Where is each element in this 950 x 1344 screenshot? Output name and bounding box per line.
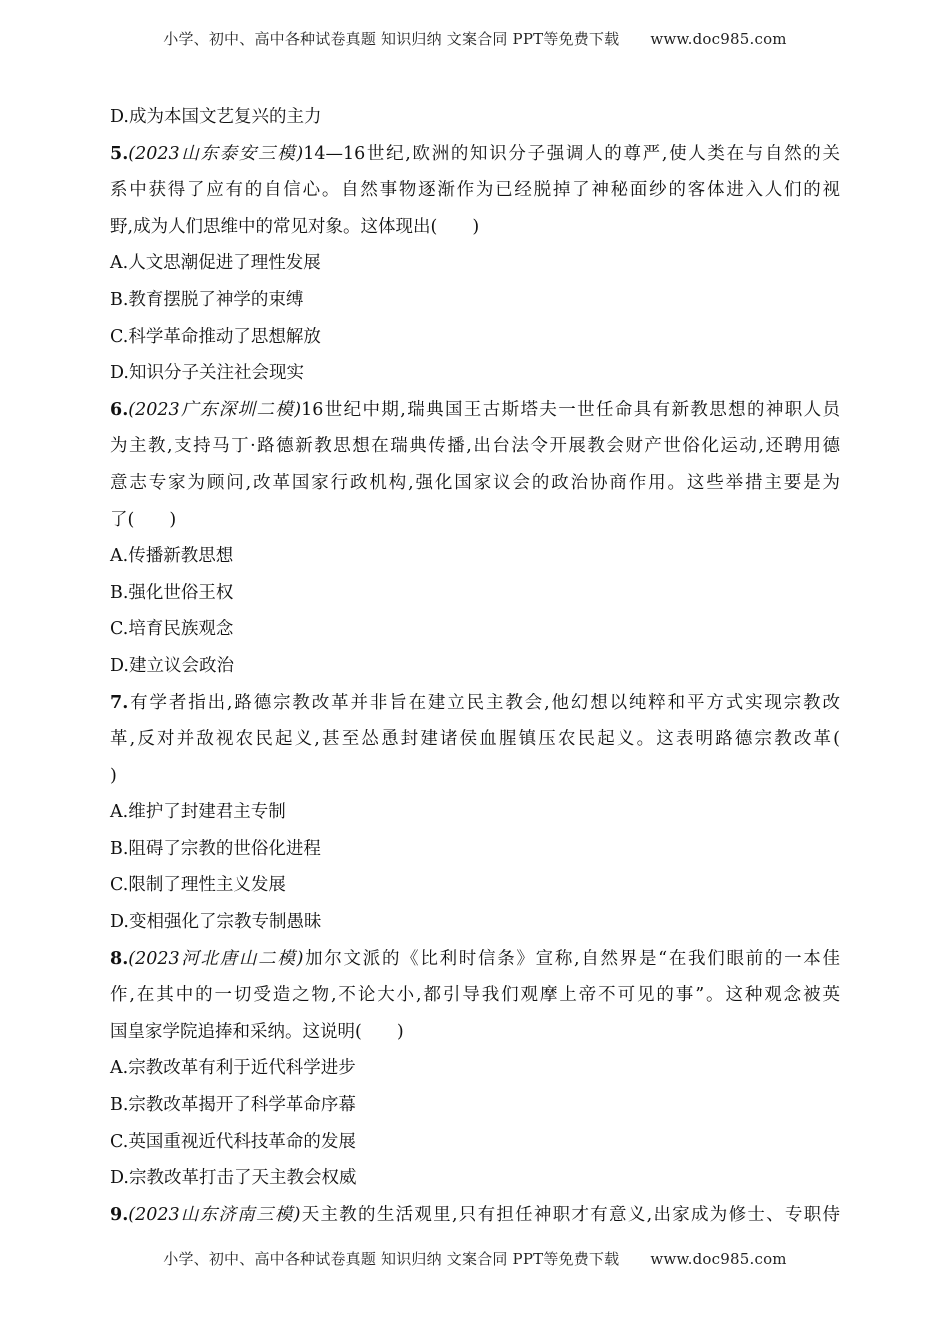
question-stem-line: 了( ) xyxy=(110,509,177,530)
option-b: B.教育摆脱了神学的束缚 xyxy=(110,289,304,310)
option-b: B.阻碍了宗教的世俗化进程 xyxy=(110,838,321,859)
option-a: A.传播新教思想 xyxy=(110,546,234,567)
question-stem-line: 7.有学者指出,路德宗教改革并非旨在建立民主教会,他幻想以纯粹和平方式实现宗教改 xyxy=(110,692,840,713)
option-d: D.宗教改革打击了天主教会权威 xyxy=(110,1168,357,1189)
question-source: (2023山东济南三模) xyxy=(128,1204,301,1225)
option-c: C.培育民族观念 xyxy=(110,619,234,640)
question-stem-line: 9.(2023山东济南三模)天主教的生活观里,只有担任神职才有意义,出家成为修士、专职侍 xyxy=(110,1204,840,1225)
option-c: C.科学革命推动了思想解放 xyxy=(110,326,321,347)
option-a: A.人文思潮促进了理性发展 xyxy=(110,253,321,274)
footer-site: www.doc985.com xyxy=(650,1250,787,1268)
option-prev-d: D.成为本国文艺复兴的主力 xyxy=(110,107,322,127)
question-number: 8 xyxy=(110,948,123,969)
question-9 xyxy=(110,1197,840,1234)
question-number: 6 xyxy=(110,399,123,420)
option-b: B.强化世俗王权 xyxy=(110,582,234,603)
question-stem-line: 6.(2023广东深圳二模)16世纪中期,瑞典国王古斯塔夫一世任命具有新教思想的神职人员 xyxy=(110,399,840,420)
option-d: D.建立议会政治 xyxy=(110,655,234,676)
option-a: A.宗教改革有利于近代科学进步 xyxy=(110,1058,356,1079)
page-header xyxy=(0,28,950,49)
question-stem-line: ) xyxy=(110,765,117,786)
option-d: D.知识分子关注社会现实 xyxy=(110,363,304,384)
question-stem-text: 16世纪中期,瑞典国王古斯塔夫一世任命具有新教思想的神职人员 xyxy=(301,399,840,420)
question-stem-line: 8.(2023河北唐山二模)加尔文派的《比利时信条》宣称,自然界是“在我们眼前的一本佳 xyxy=(110,948,840,969)
option-b: B.宗教改革揭开了科学革命序幕 xyxy=(110,1095,356,1116)
page-footer xyxy=(0,1248,950,1269)
question-stem-line: 野,成为人们思维中的常见对象。这体现出( ) xyxy=(110,216,480,237)
question-number: 9 xyxy=(110,1204,123,1225)
question-stem-line: 5.(2023山东泰安三模)14—16世纪,欧洲的知识分子强调人的尊严,使人类在与自然的关 xyxy=(110,143,840,164)
question-number: 5 xyxy=(110,143,123,164)
question-stem-line: 国皇家学院追捧和采纳。这说明( ) xyxy=(110,1021,404,1042)
question-stem-line: 系中获得了应有的自信心。自然事物逐渐作为已经脱掉了神秘面纱的客体进入人们的视 xyxy=(110,180,840,201)
question-source: (2023山东泰安三模) xyxy=(128,143,304,164)
question-6 xyxy=(110,392,840,685)
option-a: A.维护了封建君主专制 xyxy=(110,802,286,823)
question-content xyxy=(110,99,840,1233)
question-stem-text: 14—16世纪,欧洲的知识分子强调人的尊严,使人类在与自然的关 xyxy=(303,143,840,164)
question-stem-text: 有学者指出,路德宗教改革并非旨在建立民主教会,他幻想以纯粹和平方式实现宗教改 xyxy=(128,692,840,713)
header-text: 小学、初中、高中各种试卷真题 知识归纳 文案合同 PPT等免费下载 xyxy=(163,30,620,48)
question-stem-line: 革,反对并敌视农民起义,甚至怂恿封建诸侯血腥镇压农民起义。这表明路德宗教改革( xyxy=(110,729,840,750)
question-stem-line: 为主教,支持马丁·路德新教思想在瑞典传播,出台法令开展教会财产世俗化运动,还聘用德 xyxy=(110,436,840,457)
option-c: C.英国重视近代科技革命的发展 xyxy=(110,1131,356,1152)
option-c: C.限制了理性主义发展 xyxy=(110,875,286,896)
question-stem-text: 加尔文派的《比利时信条》宣称,自然界是“在我们眼前的一本佳 xyxy=(303,948,840,969)
question-7 xyxy=(110,685,840,941)
question-source: (2023广东深圳二模) xyxy=(128,399,302,420)
header-site: www.doc985.com xyxy=(650,30,787,48)
option-d: D.变相强化了宗教专制愚昧 xyxy=(110,912,322,933)
question-number: 7 xyxy=(110,692,123,713)
question-stem-line: 作,在其中的一切受造之物,不论大小,都引导我们观摩上帝不可见的事”。这种观念被英 xyxy=(110,985,840,1006)
question-source: (2023河北唐山二模) xyxy=(128,948,304,969)
question-5 xyxy=(110,136,840,392)
question-8 xyxy=(110,941,840,1197)
question-stem-line: 意志专家为顾问,改革国家行政机构,强化国家议会的政治协商作用。这些举措主要是为 xyxy=(110,472,840,493)
question-stem-text: 天主教的生活观里,只有担任神职才有意义,出家成为修士、专职侍 xyxy=(300,1204,840,1225)
footer-text: 小学、初中、高中各种试卷真题 知识归纳 文案合同 PPT等免费下载 xyxy=(163,1250,620,1268)
